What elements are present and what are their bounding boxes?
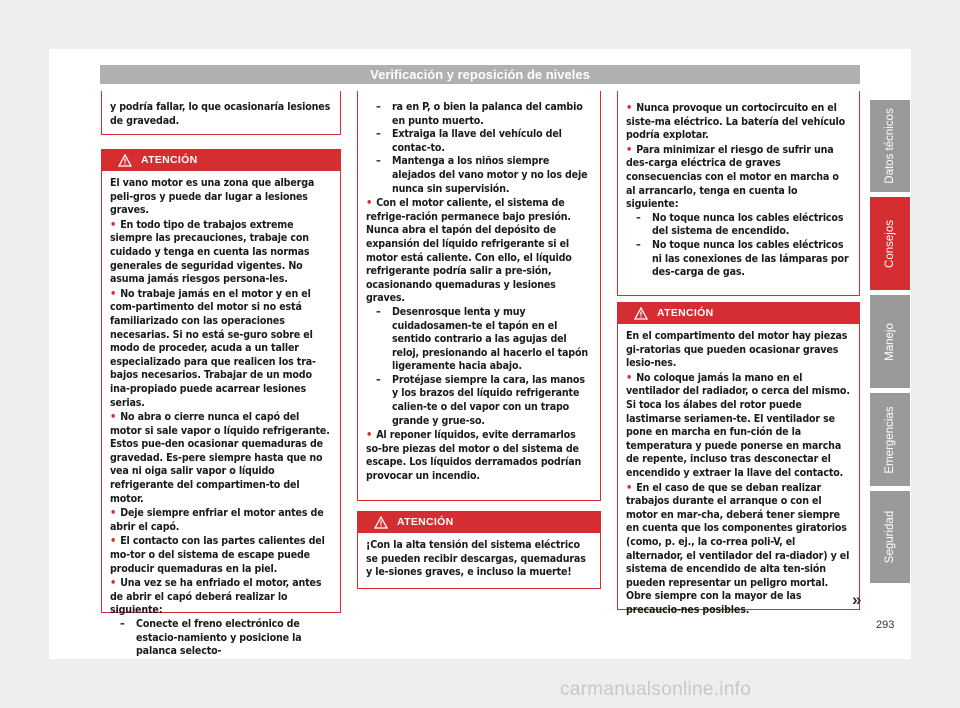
- warning-lead-1: El vano motor es una zona que alberga peli-gros y puede dar lugar a lesiones graves.: [110, 177, 315, 217]
- warning-header-2: [358, 512, 600, 533]
- intro-box: [101, 91, 341, 135]
- bullet-item: • Al reponer líquidos, evite derramarlos so-bre piezas del motor o del sistema de escape. Los líquidos derramados podrían provocar un incendio.: [366, 428, 592, 483]
- tab-datos-tecnicos[interactable]: Datos técnicos: [870, 100, 910, 192]
- warning-header-1: [102, 150, 340, 171]
- tab-manejo[interactable]: Manejo: [870, 295, 910, 388]
- warning-title-3: ATENCIÓN: [657, 307, 714, 319]
- warning-box-continued-3: [617, 91, 860, 296]
- warning-bullet: • En todo tipo de trabajos extreme siempre las precauciones, trabaje con cuidado y tenga en cuenta las normas generales de seguridad vigentes. No asuma jamás riesgos persona-les.: [110, 218, 332, 287]
- warning-triangle-icon: [374, 516, 388, 529]
- warning-dash-item: – Conecte el freno electrónico de estacio-namiento y posicione la palanca selecto-: [120, 618, 332, 659]
- page-number: 293: [876, 619, 895, 631]
- warning-triangle-icon: [118, 154, 132, 167]
- watermark: carmanualsonline.info: [560, 679, 752, 700]
- intro-text: y podría fallar, lo que ocasionaría lesiones de gravedad.: [110, 101, 331, 127]
- warning-bullet: • No coloque jamás la mano en el ventilador del radiador, o cerca del mismo. Si toca los álabes del rotor puede lastimarse seriamen-te. El ventilador se pone en marcha en fun-ción de la temperatura y puede ponerse en marcha de repente, incluso tras desconectar el encendido y extraer la llave del contacto.: [626, 371, 851, 481]
- section-header: Verificación y reposición de niveles: [100, 65, 860, 84]
- dash-item: – Mantenga a los niños siempre alejados del vano motor y no los deje nunca sin supervisión.: [376, 155, 592, 196]
- warning-bullet: • No trabaje jamás en el motor y en el com-partimento del motor si no está familiarizado con las operaciones necesarias. Si no está se-guro sobre el modo de proceder, acuda a un taller especializado para que realicen los tra-bajos necesarios. Trabajar de un modo ina-propiado puede acarrear lesiones serias.: [110, 287, 332, 410]
- bullet-item: • Para minimizar el riesgo de sufrir una des-carga eléctrica de graves consecuencias con el motor en marcha o al arrancarlo, tenga en cuenta lo siguiente:: [626, 143, 851, 212]
- dash-item: – Extraiga la llave del vehículo del contac-to.: [376, 128, 592, 155]
- warning-bullet: • Una vez se ha enfriado el motor, antes de abrir el capó deberá realizar lo siguiente:: [110, 576, 332, 618]
- tab-consejos[interactable]: Consejos: [870, 197, 910, 290]
- tab-emergencias[interactable]: Emergencias: [870, 393, 910, 486]
- dash-item: – No toque nunca los cables eléctricos ni las conexiones de las lámparas por des-carga de gas.: [636, 239, 851, 280]
- warning-text-2: ¡Con la alta tensión del sistema eléctrico se pueden recibir descargas, quemaduras y le-siones graves, e incluso la muerte!: [366, 539, 586, 579]
- warning-title-1: ATENCIÓN: [141, 154, 198, 166]
- dash-item: – Desenrosque lenta y muy cuidadosamen-te el tapón en el sentido contrario a las agujas del reloj, presionando al hacerlo el tapón ligeramente hacia abajo.: [376, 306, 592, 374]
- warning-triangle-icon: [634, 307, 648, 320]
- warning-box-2: [357, 511, 601, 589]
- warning-bullet: • Deje siempre enfriar el motor antes de abrir el capó.: [110, 506, 332, 534]
- bullet-item: • Nunca provoque un cortocircuito en el siste-ma eléctrico. La batería del vehículo podría explotar.: [626, 101, 851, 143]
- warning-bullet: • No abra o cierre nunca el capó del motor si sale vapor o líquido refrigerante. Estos pue-den ocasionar quemaduras de gravedad. Es-pere siempre hasta que no vea ni oiga salir vapor o líquido refrigerante del compartimen-to del motor.: [110, 410, 332, 506]
- warning-title-2: ATENCIÓN: [397, 516, 454, 528]
- continue-arrow-icon: »: [852, 590, 862, 609]
- warning-header-3: [618, 303, 859, 324]
- warning-bullet: • El contacto con las partes calientes del mo-tor o del sistema de escape puede producir quemaduras en la piel.: [110, 534, 332, 576]
- warning-bullet: • En el caso de que se deban realizar trabajos durante el arranque o con el motor en mar-cha, deberá tener siempre en cuenta que los componentes giratorios (como, p. ej., la co-rrea poli-V, el alternador, el ventilador del ra-diador) y el sistema de encendido de alta ten-sión pueden representar un peligro mortal. Obre siempre con la mayor de las precaucio-nes posibles.: [626, 481, 851, 618]
- continued-text: – ra en P, o bien la palanca del cambio en punto muerto.: [376, 101, 592, 128]
- dash-item: – No toque nunca los cables eléctricos del sistema de encendido.: [636, 212, 851, 239]
- warning-lead-3: En el compartimento del motor hay piezas gi-ratorias que pueden ocasionar graves lesio-nes.: [626, 330, 848, 370]
- bullet-item: • Con el motor caliente, el sistema de refrige-ración permanece bajo presión. Nunca abra el tapón del depósito de expansión del líquido refrigerante si el motor está caliente. Con ello, el líquido refrigerante podría salir a pre-sión, ocasionando quemaduras y lesiones graves.: [366, 196, 592, 306]
- warning-box-1: [101, 149, 341, 658]
- dash-item: – Protéjase siempre la cara, las manos y los brazos del líquido refrigerante calien-te o del vapor con un trapo grande y grue-so.: [376, 374, 592, 428]
- warning-box-1-continued: [357, 91, 601, 501]
- warning-box-3: [617, 302, 860, 616]
- tab-seguridad[interactable]: Seguridad: [870, 491, 910, 583]
